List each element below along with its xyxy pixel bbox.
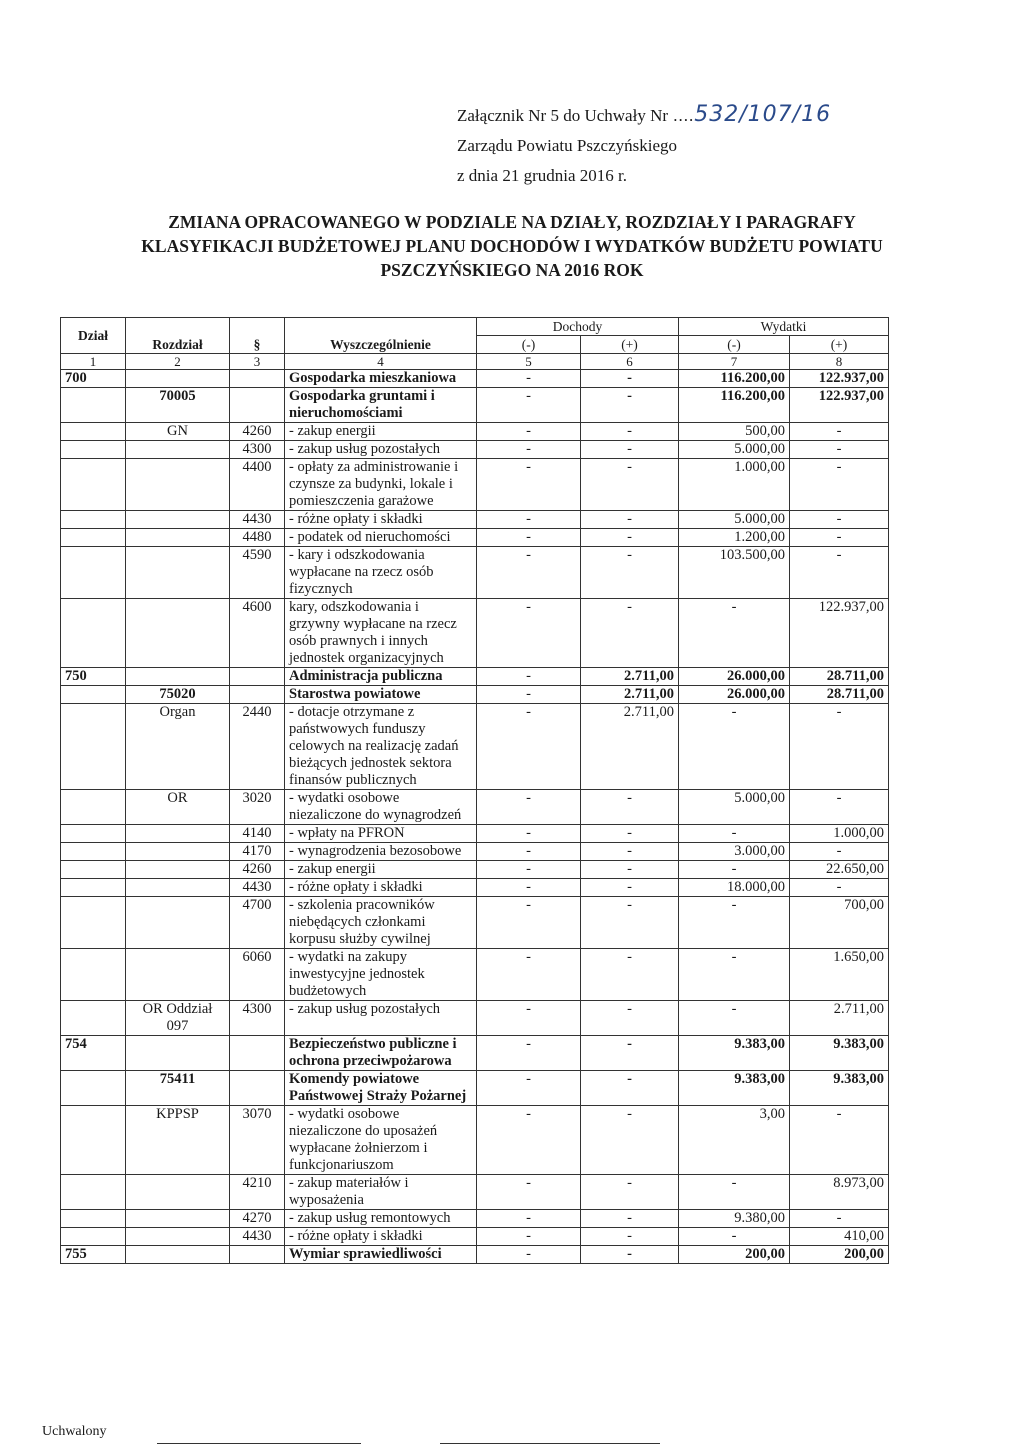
cell-wydatki-minus: - — [679, 599, 790, 668]
cell-dochody-minus: - — [477, 790, 581, 825]
document-title: ZMIANA OPRACOWANEGO W PODZIALE NA DZIAŁY, ROZDZIAŁY I PARAGRAFY KLASYFIKACJI BUDŻETOWEJ PLANU DOCHODÓW I WYDATKÓW BUDŻETU POWIATU PSZCZYŃSKIEGO NA 2016 ROK — [141, 212, 883, 280]
table-row — [61, 423, 889, 441]
cell-paragraf: 3070 — [230, 1106, 285, 1175]
cell-wydatki-plus: 700,00 — [790, 897, 889, 949]
cell-paragraf: 4140 — [230, 825, 285, 843]
cell-wydatki-minus: 1.200,00 — [679, 529, 790, 547]
cell-paragraf — [230, 1036, 285, 1071]
cell-wydatki-plus: - — [790, 879, 889, 897]
col-wyszczegolnienie: Wyszczególnienie — [285, 318, 477, 354]
cell-wydatki-plus: 9.383,00 — [790, 1036, 889, 1071]
cell-wydatki-plus: - — [790, 511, 889, 529]
cell-opis: - różne opłaty i składki — [285, 511, 477, 529]
cell-dzial — [61, 861, 126, 879]
cell-rozdzial: OR — [126, 790, 230, 825]
cell-rozdzial: 75411 — [126, 1071, 230, 1106]
cell-paragraf: 4480 — [230, 529, 285, 547]
table-row — [61, 861, 889, 879]
cell-dochody-minus: - — [477, 843, 581, 861]
cell-wydatki-plus: - — [790, 790, 889, 825]
cell-opis: - wydatki osobowe niezaliczone do uposażeń wypłacane żołnierzom i funkcjonariuszom — [285, 1106, 477, 1175]
cell-paragraf: 4700 — [230, 897, 285, 949]
cell-dochody-minus: - — [477, 423, 581, 441]
footer-divider — [157, 1443, 361, 1444]
cell-paragraf: 4260 — [230, 423, 285, 441]
cell-dochody-minus: - — [477, 1071, 581, 1106]
cell-dochody-plus: - — [581, 423, 679, 441]
cell-paragraf: 4170 — [230, 843, 285, 861]
cell-dzial — [61, 825, 126, 843]
attachment-date: z dnia 21 grudnia 2016 r. — [457, 166, 627, 185]
cell-opis: - zakup energii — [285, 861, 477, 879]
cell-dochody-plus: - — [581, 388, 679, 423]
cell-wydatki-minus: - — [679, 1228, 790, 1246]
cell-paragraf: 4430 — [230, 511, 285, 529]
cell-wydatki-minus: - — [679, 949, 790, 1001]
cell-opis: Bezpieczeństwo publiczne i ochrona przeciwpożarowa — [285, 1036, 477, 1071]
cell-dochody-minus: - — [477, 529, 581, 547]
cell-rozdzial — [126, 1036, 230, 1071]
cell-rozdzial — [126, 599, 230, 668]
attachment-line-2: Zarządu Powiatu Pszczyńskiego — [457, 136, 677, 155]
cell-dochody-minus: - — [477, 1228, 581, 1246]
cell-paragraf — [230, 686, 285, 704]
cell-rozdzial — [126, 861, 230, 879]
cell-wydatki-plus: 1.000,00 — [790, 825, 889, 843]
cell-wydatki-minus: 26.000,00 — [679, 668, 790, 686]
cell-wydatki-minus: 9.383,00 — [679, 1071, 790, 1106]
cell-opis: - zakup usług remontowych — [285, 1210, 477, 1228]
cell-wydatki-minus: 1.000,00 — [679, 459, 790, 511]
cell-dzial — [61, 459, 126, 511]
cell-dochody-minus: - — [477, 949, 581, 1001]
cell-rozdzial: GN — [126, 423, 230, 441]
cell-rozdzial — [126, 1175, 230, 1210]
cell-dzial — [61, 423, 126, 441]
cell-wydatki-plus: 28.711,00 — [790, 668, 889, 686]
cell-dochody-minus: - — [477, 511, 581, 529]
table-header-row — [61, 318, 889, 336]
cell-dzial — [61, 547, 126, 599]
table-row — [61, 1246, 889, 1264]
col-wydatki: Wydatki — [679, 318, 889, 336]
col-dochody-minus: (-) — [477, 336, 581, 354]
cell-paragraf: 4430 — [230, 879, 285, 897]
table-row — [61, 686, 889, 704]
cell-paragraf: 2440 — [230, 704, 285, 790]
cell-dochody-plus: - — [581, 459, 679, 511]
column-index-row: 1 2 3 4 5 6 7 8 — [61, 354, 889, 370]
cell-opis: Gospodarka mieszkaniowa — [285, 370, 477, 388]
cell-wydatki-plus: - — [790, 704, 889, 790]
cell-dochody-minus: - — [477, 441, 581, 459]
cell-dzial — [61, 704, 126, 790]
cell-opis: - różne opłaty i składki — [285, 879, 477, 897]
cell-opis: - podatek od nieruchomości — [285, 529, 477, 547]
cell-wydatki-plus: 122.937,00 — [790, 599, 889, 668]
cell-opis: - dotacje otrzymane z państwowych funduszy celowych na realizację zadań bieżących jednostek sektora finansów publicznych — [285, 704, 477, 790]
cell-wydatki-plus: 122.937,00 — [790, 388, 889, 423]
table-row — [61, 879, 889, 897]
cell-opis: - wpłaty na PFRON — [285, 825, 477, 843]
cell-wydatki-plus: 9.383,00 — [790, 1071, 889, 1106]
cell-rozdzial: Organ — [126, 704, 230, 790]
cell-wydatki-plus: 200,00 — [790, 1246, 889, 1264]
table-row — [61, 529, 889, 547]
cell-dochody-minus: - — [477, 1246, 581, 1264]
table-row — [61, 843, 889, 861]
cell-dochody-plus: - — [581, 825, 679, 843]
cell-paragraf: 4400 — [230, 459, 285, 511]
cell-wydatki-minus: 3,00 — [679, 1106, 790, 1175]
cell-rozdzial: 70005 — [126, 388, 230, 423]
cell-dochody-plus: - — [581, 1071, 679, 1106]
cell-rozdzial — [126, 1228, 230, 1246]
cell-wydatki-minus: - — [679, 861, 790, 879]
col-dochody-plus: (+) — [581, 336, 679, 354]
cell-rozdzial: OR Oddział 097 — [126, 1001, 230, 1036]
cell-wydatki-plus: - — [790, 459, 889, 511]
cell-dochody-plus: - — [581, 599, 679, 668]
cell-paragraf: 6060 — [230, 949, 285, 1001]
cell-dochody-minus: - — [477, 599, 581, 668]
cell-wydatki-plus: 8.973,00 — [790, 1175, 889, 1210]
table-row — [61, 825, 889, 843]
cell-rozdzial — [126, 897, 230, 949]
cell-rozdzial — [126, 459, 230, 511]
attachment-label: Załącznik Nr 5 do Uchwały Nr — [457, 106, 669, 125]
cell-opis: - zakup usług pozostałych — [285, 441, 477, 459]
cell-dochody-minus: - — [477, 879, 581, 897]
cell-dochody-minus: - — [477, 1175, 581, 1210]
table-row — [61, 1036, 889, 1071]
cell-dzial: 700 — [61, 370, 126, 388]
cell-paragraf: 4300 — [230, 1001, 285, 1036]
cell-dzial — [61, 388, 126, 423]
cell-dochody-minus: - — [477, 388, 581, 423]
cell-rozdzial — [126, 668, 230, 686]
col-dzial: Dział — [61, 318, 126, 354]
cell-dochody-minus: - — [477, 686, 581, 704]
cell-dochody-minus: - — [477, 861, 581, 879]
cell-wydatki-plus: - — [790, 843, 889, 861]
cell-wydatki-minus: 26.000,00 — [679, 686, 790, 704]
cell-dzial — [61, 511, 126, 529]
cell-wydatki-plus: 28.711,00 — [790, 686, 889, 704]
cell-rozdzial — [126, 949, 230, 1001]
cell-wydatki-minus: - — [679, 897, 790, 949]
attachment-header — [457, 100, 877, 191]
cell-wydatki-plus: - — [790, 547, 889, 599]
cell-wydatki-minus: 18.000,00 — [679, 879, 790, 897]
cell-rozdzial — [126, 1210, 230, 1228]
cell-dochody-plus: - — [581, 1001, 679, 1036]
cell-rozdzial — [126, 1246, 230, 1264]
table-row — [61, 790, 889, 825]
cell-wydatki-minus: 200,00 — [679, 1246, 790, 1264]
cell-dochody-plus: - — [581, 949, 679, 1001]
cell-dzial — [61, 1228, 126, 1246]
cell-dochody-plus: - — [581, 511, 679, 529]
cell-wydatki-minus: 9.380,00 — [679, 1210, 790, 1228]
cell-wydatki-plus: - — [790, 1210, 889, 1228]
cell-dzial — [61, 843, 126, 861]
cell-dzial: 750 — [61, 668, 126, 686]
cell-opis: Wymiar sprawiedliwości — [285, 1246, 477, 1264]
cell-rozdzial — [126, 529, 230, 547]
cell-dochody-plus: 2.711,00 — [581, 686, 679, 704]
table-row — [61, 388, 889, 423]
cell-opis: - wydatki osobowe niezaliczone do wynagrodzeń — [285, 790, 477, 825]
cell-dochody-plus: - — [581, 897, 679, 949]
table-row — [61, 1071, 889, 1106]
cell-paragraf — [230, 370, 285, 388]
cell-dzial — [61, 949, 126, 1001]
cell-dochody-plus: - — [581, 1106, 679, 1175]
cell-dzial — [61, 1175, 126, 1210]
cell-wydatki-plus: 22.650,00 — [790, 861, 889, 879]
cell-rozdzial — [126, 441, 230, 459]
budget-table — [60, 317, 889, 1264]
cell-rozdzial — [126, 879, 230, 897]
table-row — [61, 897, 889, 949]
col-wydatki-plus: (+) — [790, 336, 889, 354]
cell-dzial: 755 — [61, 1246, 126, 1264]
cell-paragraf: 4600 — [230, 599, 285, 668]
table-row — [61, 459, 889, 511]
cell-opis: Starostwa powiatowe — [285, 686, 477, 704]
cell-dochody-plus: - — [581, 370, 679, 388]
table-row — [61, 599, 889, 668]
cell-dochody-plus: - — [581, 1175, 679, 1210]
table-row — [61, 511, 889, 529]
cell-wydatki-plus: - — [790, 441, 889, 459]
cell-rozdzial — [126, 370, 230, 388]
table-row — [61, 1210, 889, 1228]
cell-dzial — [61, 897, 126, 949]
cell-wydatki-minus: 5.000,00 — [679, 790, 790, 825]
cell-paragraf — [230, 1071, 285, 1106]
cell-dzial — [61, 441, 126, 459]
cell-wydatki-minus: 116.200,00 — [679, 388, 790, 423]
cell-opis: - opłaty za administrowanie i czynsze za budynki, lokale i pomieszczenia garażowe — [285, 459, 477, 511]
cell-dochody-minus: - — [477, 668, 581, 686]
cell-paragraf: 4300 — [230, 441, 285, 459]
table-row — [61, 1175, 889, 1210]
col-wydatki-minus: (-) — [679, 336, 790, 354]
table-row — [61, 668, 889, 686]
cell-dochody-minus: - — [477, 1210, 581, 1228]
cell-dzial — [61, 879, 126, 897]
cell-wydatki-plus: 2.711,00 — [790, 1001, 889, 1036]
cell-rozdzial: KPPSP — [126, 1106, 230, 1175]
cell-wydatki-plus: 1.650,00 — [790, 949, 889, 1001]
cell-dochody-minus: - — [477, 547, 581, 599]
cell-paragraf: 4430 — [230, 1228, 285, 1246]
col-rozdzial: Rozdział — [126, 318, 230, 354]
table-row — [61, 1228, 889, 1246]
cell-wydatki-plus: - — [790, 1106, 889, 1175]
table-row — [61, 949, 889, 1001]
cell-rozdzial — [126, 547, 230, 599]
cell-opis: - wydatki na zakupy inwestycyjne jednostek budżetowych — [285, 949, 477, 1001]
table-row — [61, 1106, 889, 1175]
cell-wydatki-minus: 103.500,00 — [679, 547, 790, 599]
cell-opis: Komendy powiatowe Państwowej Straży Pożarnej — [285, 1071, 477, 1106]
cell-opis: - zakup energii — [285, 423, 477, 441]
cell-dochody-plus: - — [581, 790, 679, 825]
cell-paragraf — [230, 388, 285, 423]
cell-dzial — [61, 1071, 126, 1106]
cell-rozdzial: 75020 — [126, 686, 230, 704]
cell-wydatki-plus: 122.937,00 — [790, 370, 889, 388]
table-row — [61, 441, 889, 459]
cell-wydatki-minus: - — [679, 1175, 790, 1210]
cell-wydatki-minus: 500,00 — [679, 423, 790, 441]
cell-paragraf — [230, 1246, 285, 1264]
cell-wydatki-plus: - — [790, 529, 889, 547]
cell-opis: - szkolenia pracowników niebędących członkami korpusu służby cywilnej — [285, 897, 477, 949]
cell-paragraf: 4260 — [230, 861, 285, 879]
cell-opis: - kary i odszkodowania wypłacane na rzecz osób fizycznych — [285, 547, 477, 599]
cell-dochody-plus: - — [581, 1036, 679, 1071]
cell-wydatki-minus: 3.000,00 — [679, 843, 790, 861]
cell-opis: - wynagrodzenia bezosobowe — [285, 843, 477, 861]
cell-dochody-plus: - — [581, 843, 679, 861]
footer-divider-2 — [440, 1443, 660, 1444]
cell-wydatki-minus: 9.383,00 — [679, 1036, 790, 1071]
cell-dochody-minus: - — [477, 1036, 581, 1071]
cell-dzial — [61, 1001, 126, 1036]
cell-opis: - zakup usług pozostałych — [285, 1001, 477, 1036]
cell-opis: Gospodarka gruntami i nieruchomościami — [285, 388, 477, 423]
col-paragraf: § — [230, 318, 285, 354]
table-row — [61, 370, 889, 388]
cell-paragraf: 3020 — [230, 790, 285, 825]
cell-dochody-minus: - — [477, 1001, 581, 1036]
cell-paragraf: 4210 — [230, 1175, 285, 1210]
cell-paragraf: 4590 — [230, 547, 285, 599]
cell-rozdzial — [126, 843, 230, 861]
cell-wydatki-minus: - — [679, 704, 790, 790]
cell-dochody-minus: - — [477, 825, 581, 843]
cell-dzial — [61, 1210, 126, 1228]
cell-dochody-plus: - — [581, 879, 679, 897]
cell-dochody-plus: - — [581, 547, 679, 599]
cell-rozdzial — [126, 825, 230, 843]
cell-dochody-minus: - — [477, 370, 581, 388]
cell-dochody-minus: - — [477, 897, 581, 949]
cell-wydatki-plus: - — [790, 423, 889, 441]
attachment-line-1: Załącznik Nr 5 do Uchwały Nr ....532/107/16 — [457, 102, 832, 127]
footer-stamp: Uchwalony — [42, 1424, 107, 1439]
cell-wydatki-minus: 5.000,00 — [679, 441, 790, 459]
cell-opis: - różne opłaty i składki — [285, 1228, 477, 1246]
cell-opis: - zakup materiałów i wyposażenia — [285, 1175, 477, 1210]
cell-rozdzial — [126, 511, 230, 529]
cell-wydatki-minus: - — [679, 825, 790, 843]
cell-dzial: 754 — [61, 1036, 126, 1071]
cell-opis: Administracja publiczna — [285, 668, 477, 686]
cell-dochody-plus: 2.711,00 — [581, 704, 679, 790]
cell-opis: kary, odszkodowania i grzywny wypłacane na rzecz osób prawnych i innych jednostek organizacyjnych — [285, 599, 477, 668]
table-row — [61, 1001, 889, 1036]
cell-wydatki-plus: 410,00 — [790, 1228, 889, 1246]
col-dochody: Dochody — [477, 318, 679, 336]
cell-dzial — [61, 599, 126, 668]
cell-dochody-minus: - — [477, 1106, 581, 1175]
cell-dochody-plus: - — [581, 529, 679, 547]
cell-paragraf — [230, 668, 285, 686]
cell-wydatki-minus: 116.200,00 — [679, 370, 790, 388]
cell-wydatki-minus: - — [679, 1001, 790, 1036]
table-row — [61, 704, 889, 790]
cell-wydatki-minus: 5.000,00 — [679, 511, 790, 529]
cell-paragraf: 4270 — [230, 1210, 285, 1228]
handwritten-resolution-number: 532/107/16 — [694, 102, 832, 127]
cell-dochody-plus: - — [581, 1210, 679, 1228]
cell-dochody-plus: - — [581, 1228, 679, 1246]
table-row — [61, 547, 889, 599]
cell-dzial — [61, 686, 126, 704]
cell-dochody-plus: - — [581, 1246, 679, 1264]
cell-dochody-plus: 2.711,00 — [581, 668, 679, 686]
cell-dochody-minus: - — [477, 459, 581, 511]
cell-dochody-plus: - — [581, 441, 679, 459]
cell-dzial — [61, 1106, 126, 1175]
cell-dochody-plus: - — [581, 861, 679, 879]
cell-dzial — [61, 529, 126, 547]
cell-dochody-minus: - — [477, 704, 581, 790]
cell-dzial — [61, 790, 126, 825]
